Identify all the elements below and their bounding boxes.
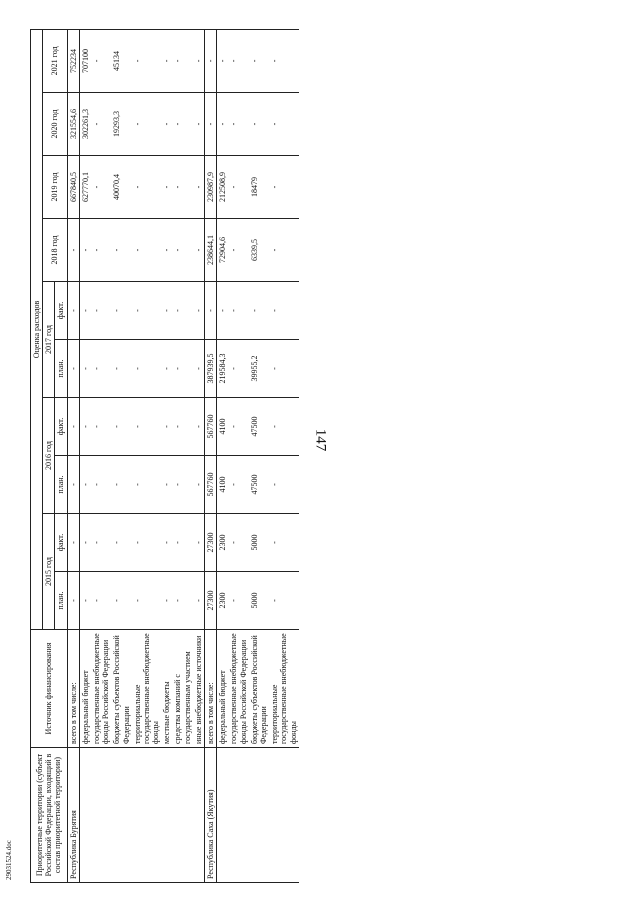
value-cell: -: [228, 156, 248, 219]
value-cell: -: [249, 29, 269, 92]
value-cell: -: [91, 93, 111, 156]
value-cell: -: [111, 398, 131, 456]
region-cell: [172, 748, 192, 883]
value-cell: -: [161, 219, 172, 282]
table-row: [269, 29, 299, 882]
value-cell: -: [91, 456, 111, 514]
value-cell: -: [79, 572, 91, 630]
value-cell: -: [193, 398, 205, 456]
value-cell: -: [91, 156, 111, 219]
rotated-table-container: [30, 30, 620, 883]
source-cell: всего в том числе:: [67, 630, 79, 748]
value-cell: 2300: [217, 572, 229, 630]
value-cell: -: [91, 572, 111, 630]
value-cell: 72904,6: [217, 219, 229, 282]
value-cell: -: [132, 282, 162, 340]
value-cell: -: [79, 398, 91, 456]
value-cell: -: [269, 93, 299, 156]
value-cell: 667840,5: [67, 156, 79, 219]
value-cell: -: [172, 340, 192, 398]
region-cell: [132, 748, 162, 883]
value-cell: 6339,5: [249, 219, 269, 282]
header-2020: 2020 год: [43, 93, 67, 156]
header-source: Источник финансирования: [31, 630, 68, 748]
value-cell: -: [79, 219, 91, 282]
value-cell: -: [269, 29, 299, 92]
header-2016: 2016 год: [43, 398, 55, 514]
value-cell: -: [111, 572, 131, 630]
value-cell: -: [91, 514, 111, 572]
value-cell: -: [111, 456, 131, 514]
source-cell: иные внебюджетные источники: [193, 630, 205, 748]
value-cell: -: [79, 456, 91, 514]
value-cell: 4100: [217, 456, 229, 514]
value-cell: -: [161, 340, 172, 398]
header-2015: 2015 год: [43, 514, 55, 630]
table-row: [249, 29, 269, 882]
value-cell: -: [228, 514, 248, 572]
value-cell: -: [172, 514, 192, 572]
table-row: [228, 29, 248, 882]
source-cell: бюджеты субъектов Российской Федерации: [249, 630, 269, 748]
value-cell: -: [132, 514, 162, 572]
value-cell: -: [228, 219, 248, 282]
value-cell: -: [67, 514, 79, 572]
value-cell: -: [228, 456, 248, 514]
value-cell: -: [249, 93, 269, 156]
value-cell: -: [161, 282, 172, 340]
value-cell: -: [172, 29, 192, 92]
value-cell: 40070,4: [111, 156, 131, 219]
value-cell: -: [172, 456, 192, 514]
value-cell: -: [269, 456, 299, 514]
value-cell: -: [91, 219, 111, 282]
table-row: [91, 29, 111, 882]
value-cell: -: [228, 572, 248, 630]
table-row: [67, 29, 79, 882]
source-cell: федеральный бюджет: [79, 630, 91, 748]
source-cell: местные бюджеты: [161, 630, 172, 748]
value-cell: -: [132, 456, 162, 514]
value-cell: -: [228, 29, 248, 92]
value-cell: -: [132, 156, 162, 219]
document-id: 29031524.doc: [5, 840, 13, 880]
value-cell: -: [132, 29, 162, 92]
value-cell: 707100: [79, 29, 91, 92]
value-cell: -: [111, 219, 131, 282]
value-cell: -: [67, 282, 79, 340]
value-cell: -: [269, 398, 299, 456]
region-cell: [111, 748, 131, 883]
table-row: [132, 29, 162, 882]
header-2015-plan: план.: [55, 572, 67, 630]
source-cell: всего в том числе:: [205, 630, 217, 748]
value-cell: -: [269, 572, 299, 630]
value-cell: 627770,1: [79, 156, 91, 219]
source-cell: государственные внебюджетные фонды Российской Федерации: [228, 630, 248, 748]
source-cell: государственные внебюджетные фонды Российской Федерации: [91, 630, 111, 748]
region-cell: [217, 748, 229, 883]
value-cell: 321554,6: [67, 93, 79, 156]
region-cell: [79, 748, 91, 883]
value-cell: -: [269, 340, 299, 398]
value-cell: -: [193, 456, 205, 514]
expenditure-table: [30, 29, 299, 883]
source-cell: территориальные государственные внебюджетные фонды: [269, 630, 299, 748]
value-cell: -: [67, 340, 79, 398]
value-cell: -: [269, 514, 299, 572]
value-cell: 752234: [67, 29, 79, 92]
header-2015-fact: факт.: [55, 514, 67, 572]
value-cell: 238644,1: [205, 219, 217, 282]
header-2018: 2018 год: [43, 219, 67, 282]
value-cell: 219584,3: [217, 340, 229, 398]
value-cell: -: [91, 340, 111, 398]
value-cell: -: [111, 514, 131, 572]
table-body: [67, 29, 299, 882]
value-cell: -: [132, 340, 162, 398]
header-2021: 2021 год: [43, 29, 67, 92]
header-territory: Приоритетные территории (субъект Российской Федерации, входящий в состав приоритетной территории): [31, 748, 68, 883]
region-cell: [228, 748, 248, 883]
value-cell: -: [217, 29, 229, 92]
value-cell: -: [172, 219, 192, 282]
value-cell: -: [161, 29, 172, 92]
value-cell: -: [161, 93, 172, 156]
value-cell: -: [161, 456, 172, 514]
value-cell: 4100: [217, 398, 229, 456]
value-cell: -: [111, 340, 131, 398]
value-cell: -: [132, 93, 162, 156]
source-cell: федеральный бюджет: [217, 630, 229, 748]
page-number: 147: [312, 428, 329, 452]
value-cell: -: [193, 156, 205, 219]
value-cell: -: [193, 93, 205, 156]
value-cell: -: [269, 156, 299, 219]
table-row: [172, 29, 192, 882]
value-cell: 5000: [249, 514, 269, 572]
value-cell: -: [67, 456, 79, 514]
value-cell: 230987,9: [205, 156, 217, 219]
value-cell: -: [67, 572, 79, 630]
value-cell: -: [79, 282, 91, 340]
source-cell: территориальные государственные внебюджетные фонды: [132, 630, 162, 748]
header-2016-fact: факт.: [55, 398, 67, 456]
value-cell: -: [205, 282, 217, 340]
table-row: [161, 29, 172, 882]
value-cell: -: [228, 282, 248, 340]
header-2019: 2019 год: [43, 156, 67, 219]
value-cell: -: [161, 398, 172, 456]
value-cell: 39955,2: [249, 340, 269, 398]
value-cell: -: [172, 93, 192, 156]
value-cell: 19293,3: [111, 93, 131, 156]
value-cell: 27300: [205, 514, 217, 572]
value-cell: -: [193, 340, 205, 398]
header-2017: 2017 год: [43, 282, 55, 398]
value-cell: 5000: [249, 572, 269, 630]
table-header: [31, 29, 68, 882]
value-cell: -: [67, 398, 79, 456]
value-cell: -: [217, 93, 229, 156]
value-cell: 2300: [217, 514, 229, 572]
value-cell: -: [161, 572, 172, 630]
value-cell: -: [172, 282, 192, 340]
value-cell: -: [205, 29, 217, 92]
value-cell: -: [172, 572, 192, 630]
value-cell: -: [269, 219, 299, 282]
region-cell: Республика Саха (Якутия): [205, 748, 217, 883]
value-cell: -: [228, 93, 248, 156]
table-row: [217, 29, 229, 882]
value-cell: -: [172, 156, 192, 219]
region-cell: [91, 748, 111, 883]
value-cell: -: [161, 156, 172, 219]
value-cell: 18479: [249, 156, 269, 219]
value-cell: -: [193, 29, 205, 92]
value-cell: -: [217, 282, 229, 340]
value-cell: 387939,5: [205, 340, 217, 398]
value-cell: -: [228, 340, 248, 398]
table-row: [193, 29, 205, 882]
value-cell: 47500: [249, 398, 269, 456]
value-cell: -: [193, 282, 205, 340]
value-cell: -: [161, 514, 172, 572]
value-cell: -: [228, 398, 248, 456]
region-cell: Республика Бурятия: [67, 748, 79, 883]
region-cell: [193, 748, 205, 883]
value-cell: 567760: [205, 456, 217, 514]
value-cell: -: [193, 219, 205, 282]
region-cell: [161, 748, 172, 883]
header-2016-plan: план.: [55, 456, 67, 514]
value-cell: -: [91, 29, 111, 92]
header-2017-plan: план.: [55, 340, 67, 398]
value-cell: -: [91, 282, 111, 340]
value-cell: -: [111, 282, 131, 340]
value-cell: -: [172, 398, 192, 456]
value-cell: -: [79, 514, 91, 572]
header-estimate: Оценка расходов: [31, 29, 43, 629]
table-row: [205, 29, 217, 882]
table-row: [79, 29, 91, 882]
value-cell: -: [132, 398, 162, 456]
header-2017-fact: факт.: [55, 282, 67, 340]
value-cell: -: [79, 340, 91, 398]
value-cell: -: [193, 514, 205, 572]
value-cell: -: [132, 572, 162, 630]
value-cell: -: [67, 219, 79, 282]
value-cell: 567760: [205, 398, 217, 456]
region-cell: [269, 748, 299, 883]
value-cell: 45134: [111, 29, 131, 92]
value-cell: -: [269, 282, 299, 340]
value-cell: 302261,3: [79, 93, 91, 156]
source-cell: бюджеты субъектов Российской Федерации: [111, 630, 131, 748]
value-cell: 212508,9: [217, 156, 229, 219]
value-cell: -: [193, 572, 205, 630]
region-cell: [249, 748, 269, 883]
value-cell: 47500: [249, 456, 269, 514]
value-cell: -: [205, 93, 217, 156]
value-cell: -: [249, 282, 269, 340]
value-cell: 27300: [205, 572, 217, 630]
value-cell: -: [132, 219, 162, 282]
table-row: [111, 29, 131, 882]
value-cell: -: [91, 398, 111, 456]
source-cell: средства компаний с государственным участием: [172, 630, 192, 748]
